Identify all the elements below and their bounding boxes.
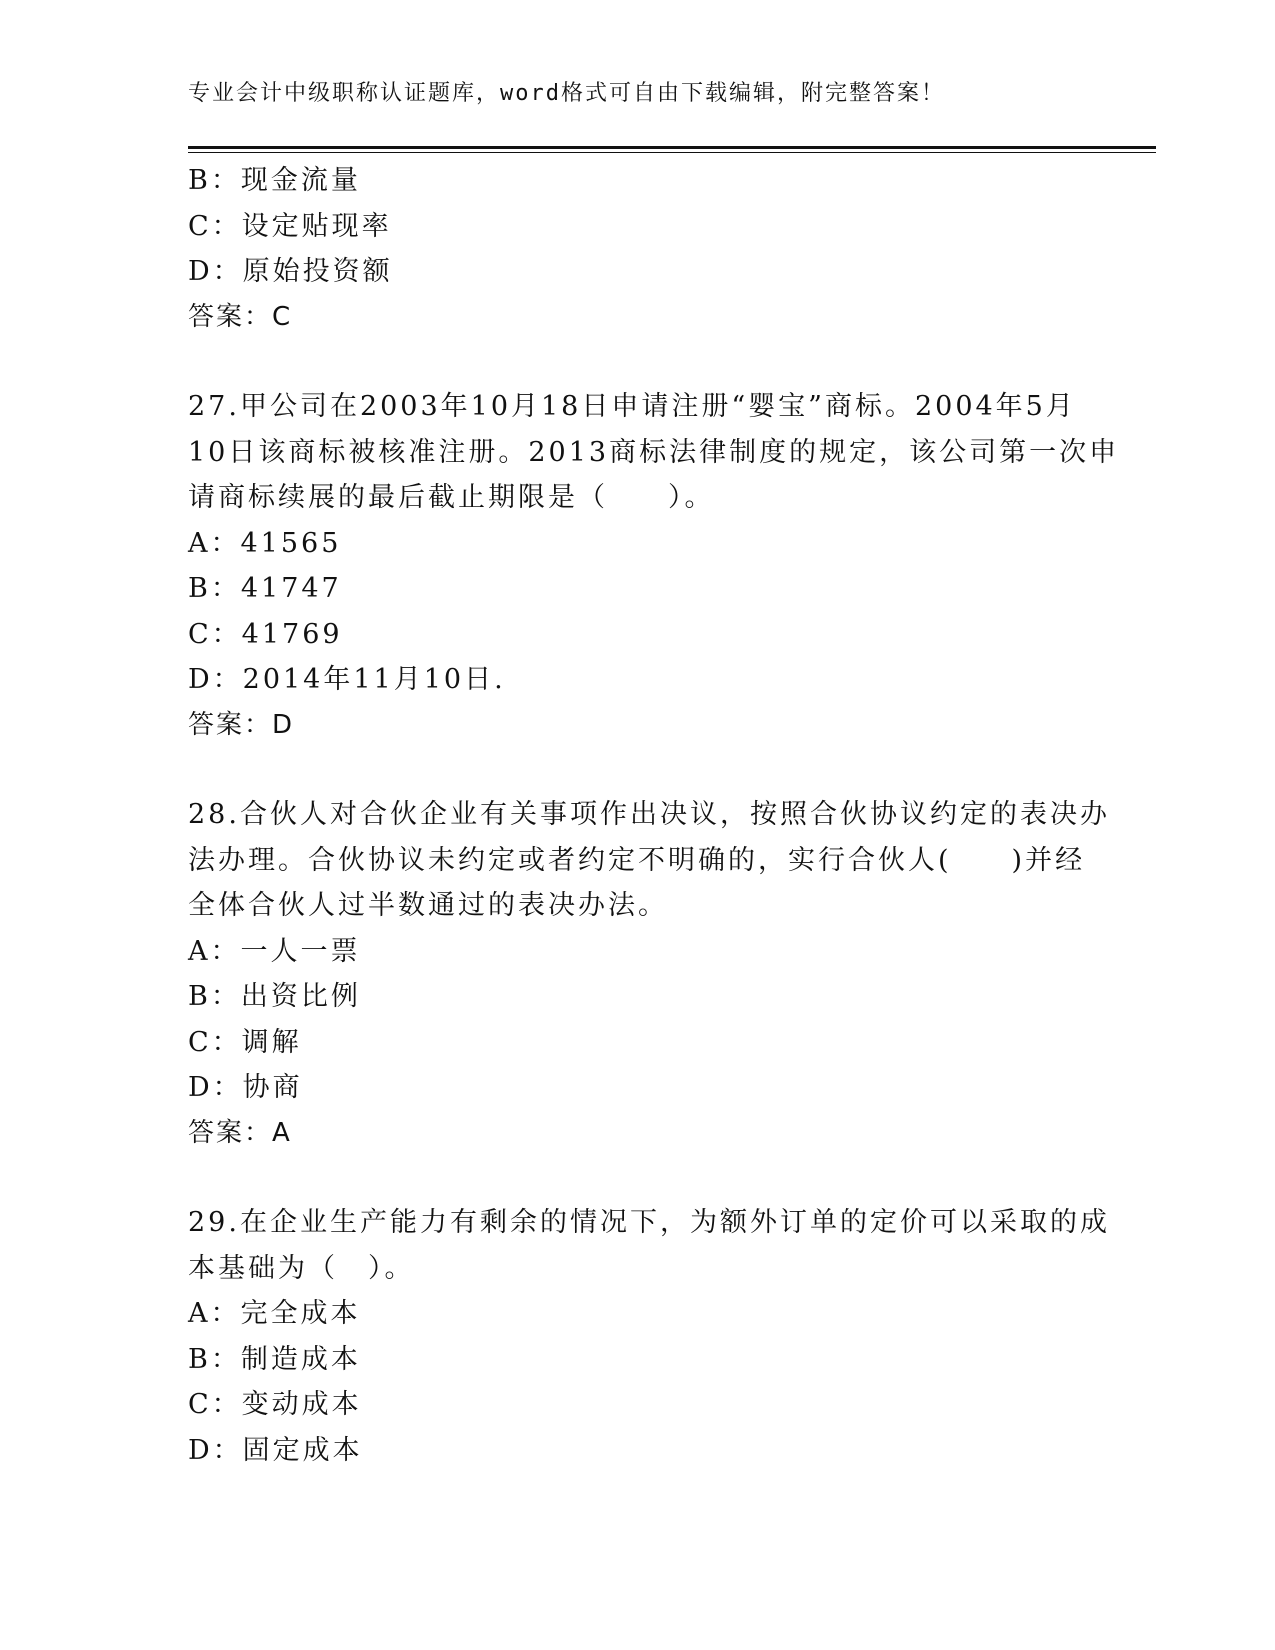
spacer (188, 748, 1088, 792)
option-b: B：现金流量 (188, 165, 361, 196)
question-text-line: 全体合伙人过半数通过的表决办法。 (188, 890, 668, 921)
option-d: D：固定成本 (188, 1434, 363, 1466)
question-text-line: 27.甲公司在2003年10月18日申请注册“婴宝”商标。2004年5月 (188, 391, 1076, 422)
question-text-line: 29.在企业生产能力有剩余的情况下，为额外订单的定价可以采取的成 (188, 1207, 1110, 1238)
option-c: C：变动成本 (188, 1389, 362, 1420)
question-27 (188, 384, 1120, 748)
option-a: A：一人一票 (188, 935, 361, 967)
answer: 答案：D (188, 709, 295, 740)
question-text-line: 本基础为（ ）。 (188, 1252, 415, 1284)
option-d: D：原始投资额 (188, 256, 393, 287)
option-b: B：出资比例 (188, 981, 361, 1012)
option-a: A：完全成本 (188, 1298, 361, 1329)
option-a: A：41565 (188, 527, 342, 559)
question-text-line: 请商标续展的最后截止期限是（ ）。 (188, 482, 715, 513)
question-content (188, 158, 1120, 1473)
header-rule-thick (188, 146, 1156, 149)
question-29 (188, 1200, 1110, 1473)
option-b: B：41747 (188, 573, 342, 604)
question-text-line: 28.合伙人对合伙企业有关事项作出决议，按照合伙协议约定的表决办 (188, 799, 1110, 830)
option-c: C：41769 (188, 618, 343, 650)
option-c: C：设定贴现率 (188, 210, 392, 242)
question-28 (188, 792, 1110, 1156)
option-b: B：制造成本 (188, 1343, 361, 1375)
spacer (188, 340, 1088, 384)
option-d: D：2014年11月10日. (188, 664, 506, 695)
question-text-line: 法办理。合伙协议未约定或者约定不明确的，实行合伙人( )并经 (188, 844, 1086, 876)
question-text-line: 10日该商标被核准注册。2013商标法律制度的规定，该公司第一次申 (188, 436, 1120, 468)
page-header: 专业会计中级职称认证题库，word格式可自由下载编辑，附完整答案！ (188, 81, 945, 106)
prev-question-block (188, 158, 1088, 340)
answer: 答案：A (188, 1117, 292, 1148)
answer: 答案：C (188, 301, 293, 332)
option-c: C：调解 (188, 1026, 302, 1058)
spacer (188, 1156, 1088, 1200)
header-rule-thin (188, 152, 1156, 153)
option-d: D：协商 (188, 1072, 303, 1103)
